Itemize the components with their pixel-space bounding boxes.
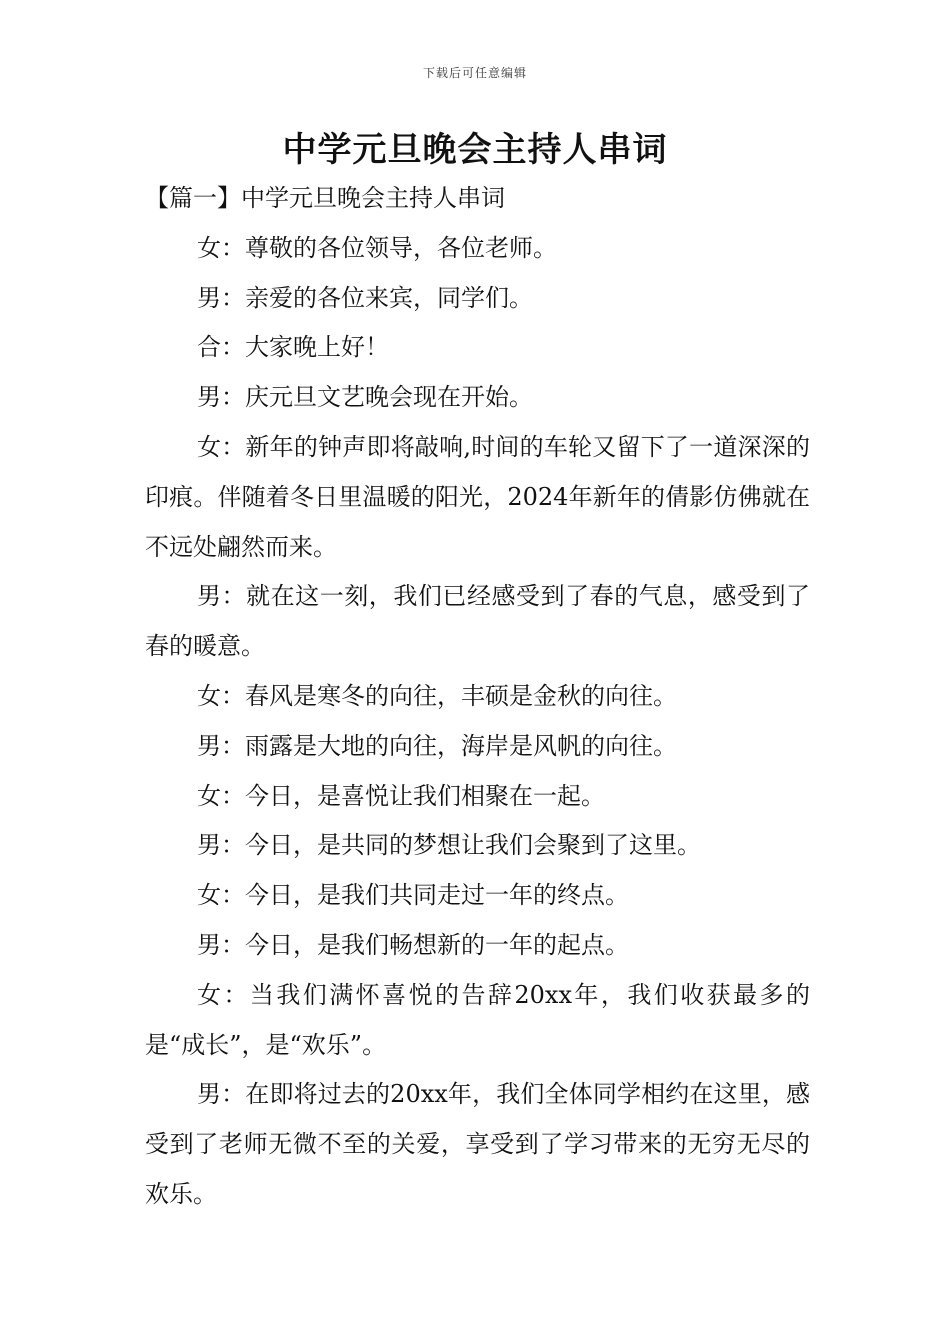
paragraph: 男：在即将过去的20xx年，我们全体同学相约在这里，感受到了老师无微不至的关爱，享受到了学习带来的无穷无尽的欢乐。 <box>145 1080 810 1208</box>
paragraph: 男：今日，是我们畅想新的一年的起点。 <box>197 930 629 959</box>
document-title: 中学元旦晚会主持人串词 <box>282 130 668 170</box>
paragraph: 女：尊敬的各位领导，各位老师。 <box>197 233 557 262</box>
section-heading: 【篇一】中学元旦晚会主持人串词 <box>145 184 505 212</box>
paragraph: 男：今日，是共同的梦想让我们会聚到了这里。 <box>197 831 701 860</box>
paragraph: 男：就在这一刻，我们已经感受到了春的气息，感受到了春的暖意。 <box>145 582 810 661</box>
paragraph: 男：雨露是大地的向往，海岸是风帆的向往。 <box>197 731 677 760</box>
paragraph: 男：亲爱的各位来宾，同学们。 <box>197 283 533 312</box>
document-body <box>145 174 810 1220</box>
paragraph: 女：今日，是我们共同走过一年的终点。 <box>197 881 629 910</box>
paragraph: 女：新年的钟声即将敲响,时间的车轮又留下了一道深深的印痕。伴随着冬日里温暖的阳光，2024年新年的倩影仿佛就在不远处翩然而来。 <box>145 432 810 561</box>
paragraph: 女：春风是寒冬的向往，丰硕是金秋的向往。 <box>197 681 677 710</box>
header-note: 下载后可任意编辑 <box>422 66 527 80</box>
paragraph: 男：庆元旦文艺晚会现在开始。 <box>197 383 533 412</box>
paragraph: 合：大家晚上好！ <box>197 333 389 362</box>
paragraph: 女：今日，是喜悦让我们相聚在一起。 <box>197 781 605 810</box>
paragraph: 女：当我们满怀喜悦的告辞20xx年，我们收获最多的是“成长”，是“欢乐”。 <box>145 980 810 1059</box>
